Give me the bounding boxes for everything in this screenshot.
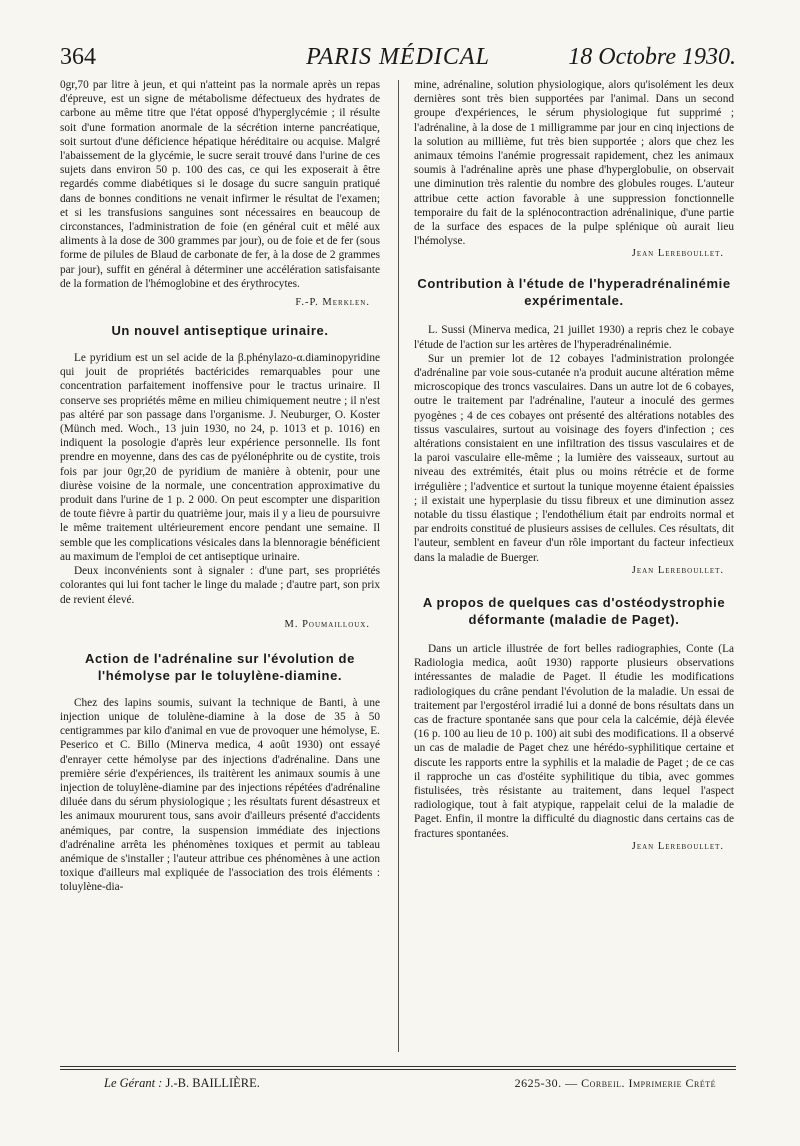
paragraph: Deux inconvénients sont à signaler : d'une part, ses propriétés colorantes qui lui font tacher le linge du malade ; d'autre part, son prix de revient élevé. [60,565,380,606]
page-number: 364 [60,44,96,70]
manager-credit [104,1076,260,1091]
left-column [60,78,380,895]
paragraph: Dans un article illustrée de fort belles radiographies, Conte (La Radiologia medica, août 1930) rapporte plusieurs observations intéressantes de maladie de Paget. Il étudie les modifications radiologiques du crâne pendant l'évolution de la maladie. Un essai de traitement par l'ergostérol irradié lui a donné de bons résultats dans un cas de fracture spontanée sans que pour cela la calcémie, déjà élevée (16 p. 100 au lieu de 10 p. 100) ait subi des modifications. Il a observé un cas de maladie de Paget chez une hérédo-syphilitique certaine et discute les rapports entre la syphilis et la maladie de Paget ; de ce cas il rapproche un cas d'ostéite syphilitique du tibia, avec gommes fistulisées, très résistante au traitement, dans lequel l'aspect radiologique, tout à fait atypique, rappelait celui de la maladie de Paget. Enfin, il montre la difficulté du diagnostic dans certains cas de fractures spontanées. [414,642,734,840]
manager-name: J.-B. BAILLIÈRE. [165,1076,260,1090]
paragraph: L. Sussi (Minerva medica, 21 juillet 1930) a repris chez le cobaye l'étude de l'action sur les artères de l'hyperadrénalinémie. [414,324,734,351]
paragraph: Sur un premier lot de 12 cobayes l'administration prolongée d'adrénaline par voie sous-cutanée n'a produit aucune altération même microscopique des troncs vasculaires. Dans un autre lot de 6 cobayes, outre le traitement par l'adrénaline, l'auteur a inoculé des germes pyogènes ; 4 de ces cobayes ont présenté des altérations notables des tissus vasculaires, surtout au voisinage des foyers d'infection ; ces altérations consistaient en une infiltration des tissus vasculaires et de la paroi vasculaire elle-même ; la lumière des vaisseaux, surtout au niveau des extrémités, était plus ou moins rétrécie et de forme irrégulière ; l'adventice et surtout la tunique moyenne étaient épaissies ; il existait une hyperplasie du tissu fibreux et une diminution assez notable du tissu élastique ; l'endothélium était par endroits normal et par endroits constitué de plusieurs assises de cellules. Ces résultats, dit l'auteur, semblent en faveur d'un rôle important du facteur infectieux dans la maladie de Buerger. [414,352,734,564]
paragraph: 0gr,70 par litre à jeun, et qui n'atteint pas la normale après un repas d'épreuve, est un signe de métabolisme défectueux des hydrates de carbone au même titre que l'état opposé d'hyperglycémie ; il résulte soit d'une formation anormale de la sécrétion interne pancréatique, soit surtout d'une déficience hépatique héréditaire ou acquise. Malgré l'abaissement de la glycémie, le sucre serait trouvé dans l'urine de ces sujets dans environ 50 p. 100 des cas, ce qui les exposerait à être regardés comme diabétiques si le dosage du sucre sanguin pratiqué dans de bonnes conditions ne venait infirmer le résultat de l'examen; et si les transfusions sanguines sont nécessaires en beaucoup de circonstances, l'administration de foie (en général cuit et mêlé aux aliments à la dose de 300 grammes par jour), ou de foie et de fer (sous forme de pilules de Blaud de carbonate de fer, à la dose de 2 grammes par jour), suffit en général à déterminer une accélération satisfaisante de la formation de l'hémoglobine et des érythrocytes. [60,79,380,290]
author-signature: F.-P. Merklen. [295,297,370,309]
author-signature: Jean Lereboullet. [631,248,724,260]
paragraph: Chez des lapins soumis, suivant la technique de Banti, à une injection unique de tolulène-diamine à la dose de 35 à 50 centigrammes par kilo d'animal en vue de provoquer une hémolyse, E. Peserico et C. Billo (Minerva medica, 4 août 1930) ont essayé d'enrayer cette hémolyse par des injections d'adrénaline. Dans une première série d'expériences, ils traitèrent les animaux soumis à une injection de toluylène-diamine par des injections répétées d'adrénaline diluée dans du sérum physiologique ; les résultats furent désastreux et les animaux moururent tous, sans avoir d'ailleurs présenté d'accidents anémiques, par contre, la suspension immédiate des injections d'adrénaline arrêta les phénomènes toxiques et permit au tableau anémique de s'installer ; l'auteur attribue ces phénomènes à une action toxique d'ailleurs mal expliquée de l'association des trois éléments : toluylène-dia- [60,696,380,894]
article-heading: Un nouvel antiseptique urinaire. [111,323,329,339]
column-divider [398,80,399,1052]
journal-title: PARIS MÉDICAL [306,44,490,70]
paragraph: mine, adrénaline, solution physiologique, alors qu'isolément les deux dernières sont très bien supportées par l'animal. Dans un second groupe d'expériences, le sérum physiologique fut supprimé ; l'adrénaline, à la dose de 1 milligramme par jour en cinq injections de la solution au millième, fut très bien supportée ; alors que chez les animaux témoins l'anémie progressait rapidement, chez les animaux soumis à l'adrénaline après une phase d'hyperglobulie, on observait une diminution très ralentie du nombre des globules rouges. L'auteur attribue cette action favorable à une suppression fonctionnelle temporaire du fait de la splénocontraction adrénalinique, d'une partie de la surface des espaces de la pulpe splénique où aurait lieu l'hémolyse. [414,79,734,248]
issue-date: 18 Octobre 1930. [568,44,736,70]
author-signature: Jean Lereboullet. [631,564,724,576]
manager-label: Le Gérant : [104,1076,163,1090]
footer-rule [60,1066,736,1067]
paragraph: Le pyridium est un sel acide de la β.phénylazo-α.diaminopyridine qui jouit de propriétés bactéricides remarquables pour une concentration parfaitement inoffensive pour le tractus urinaire. Il conserve ses propriétés même en milieu chimiquement neutre ; il n'est pas altéré par son passage dans l'organisme. J. Neuburger, O. Koster (Münch med. Woch., 13 juin 1930, no 24, p. 1013 et p. 1016) en indiquent la posologie d'après leur expérience personnelle. Ils font prendre en moyenne, dans des cas de pyélonéphrite ou de cystite, trois fois par jour 0gr,20 de pyridium de manière à obtenir, pour une diurèse voisine de la normale, une concentration approximative du produit dans l'urine de 1 p. 2 000. On peut escompter une disparition de toute fièvre à partir du quatrième jour, mais il y a lieu de poursuivre le même traitement ultérieurement encore pendant une semaine. Il semble que les complications vésicales dans la blennoragie bénéficient au maximum de l'emploi de cet antiseptique urinaire. [60,352,380,563]
page-header [60,44,736,78]
page-footer [60,1076,736,1096]
printer-credit: 2625-30. — Corbeil. Imprimerie Crété [514,1076,716,1090]
article-heading: Contribution à l'étude de l'hyperadrénalinémie expérimentale. [417,276,731,309]
author-signature: M. Poumailloux. [284,618,370,630]
right-column [414,78,734,852]
article-heading: Action de l'adrénaline sur l'évolution de l'hémolyse par le toluylène-diamine. [85,650,355,683]
author-signature: Jean Lereboullet. [631,840,724,852]
article-heading: A propos de quelques cas d'ostéodystrophie déformante (maladie de Paget). [422,594,726,627]
footer-rule [60,1069,736,1070]
